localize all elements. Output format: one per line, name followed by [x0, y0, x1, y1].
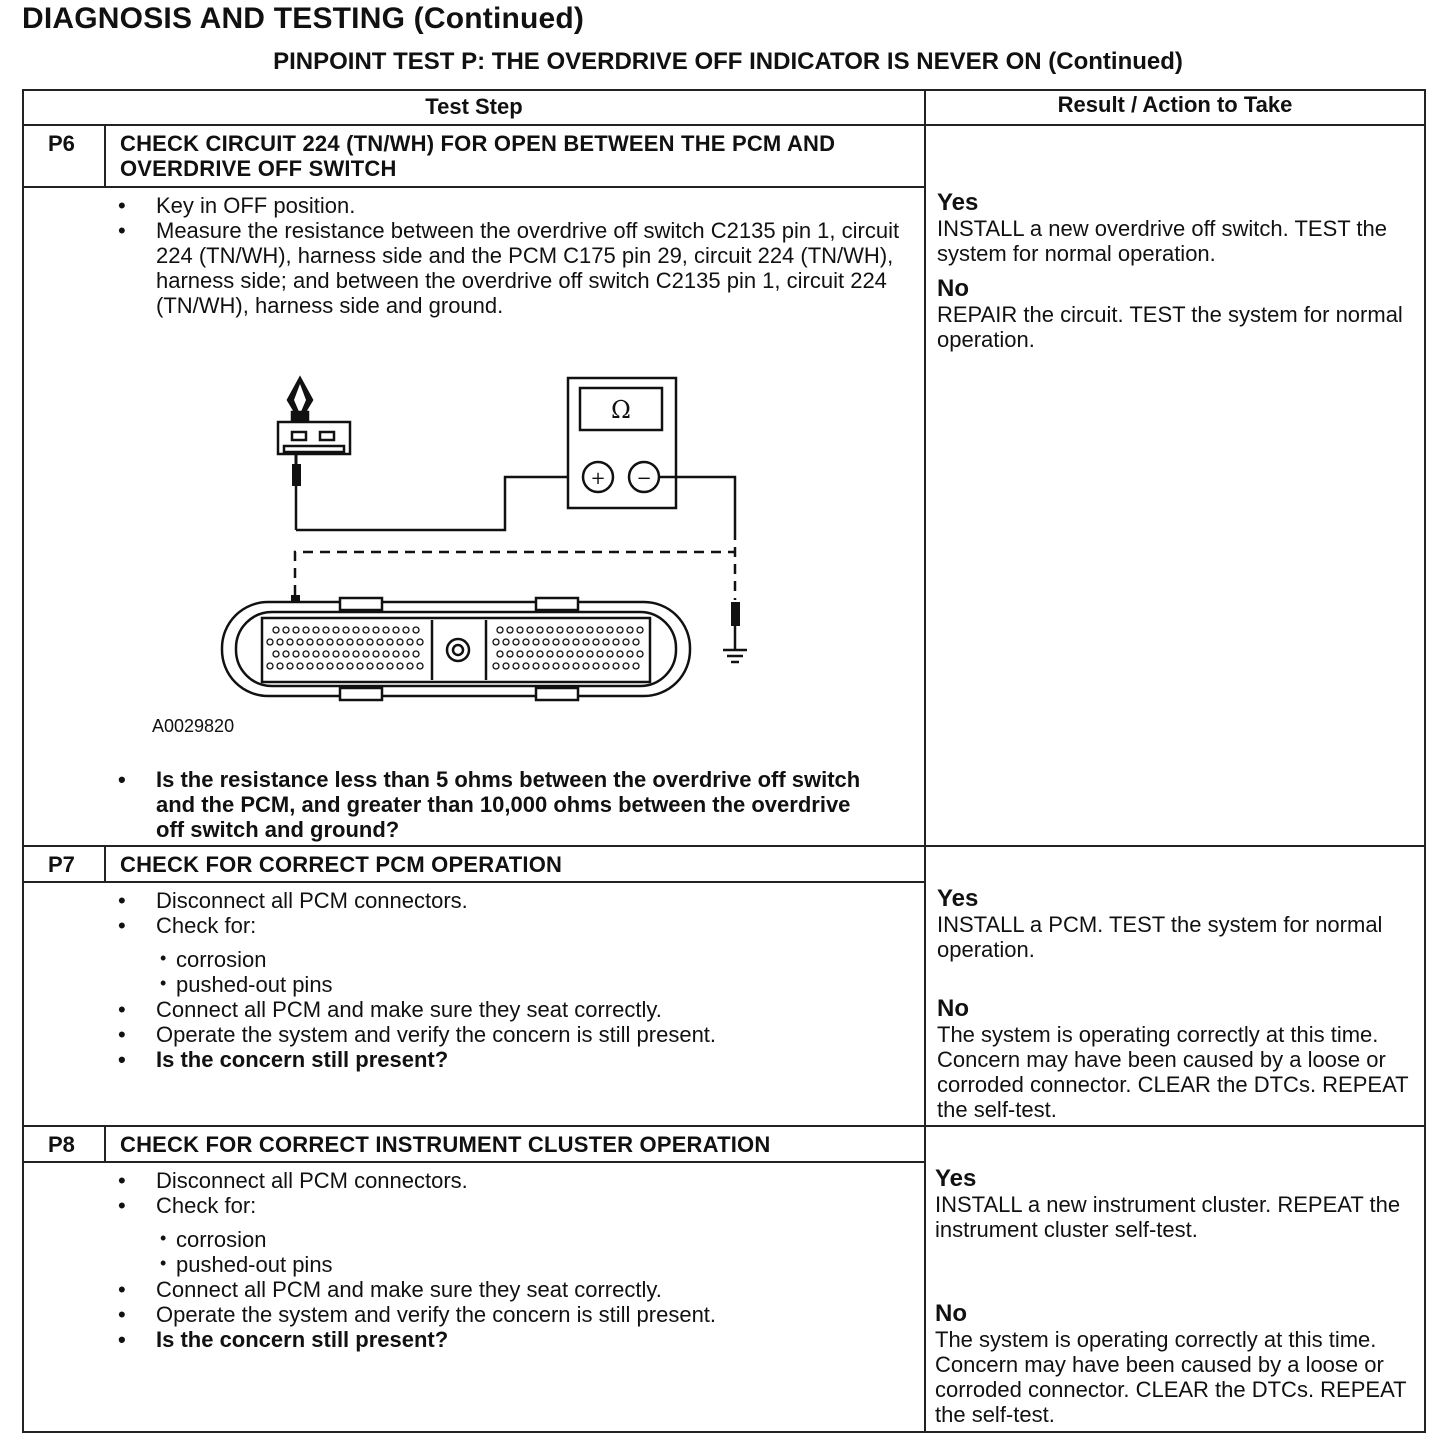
- yes-label: Yes: [937, 189, 979, 216]
- list-item: • Operate the system and verify the concern is still present.: [114, 1022, 904, 1047]
- step-title-p8: CHECK FOR CORRECT INSTRUMENT CLUSTER OPERATION: [120, 1132, 771, 1157]
- no-action: REPAIR the circuit. TEST the system for normal operation.: [937, 302, 1403, 352]
- no-label: No: [937, 275, 969, 302]
- p8-result-no: [935, 1301, 1421, 1427]
- step-id-p8: P8: [48, 1132, 75, 1157]
- overdrive-switch-connector-icon: [278, 378, 350, 454]
- list-item: • Is the concern still present?: [114, 1327, 904, 1352]
- col-header-test-step: Test Step: [425, 94, 523, 119]
- list-item: • Check for:: [114, 913, 904, 938]
- p6-result: [937, 190, 1423, 352]
- list-item: • Check for:: [114, 1193, 904, 1218]
- column-divider: [924, 89, 926, 1433]
- list-item: • pushed-out pins: [114, 1252, 904, 1277]
- list-item: • pushed-out pins: [114, 972, 904, 997]
- p8-result-yes: [935, 1166, 1421, 1242]
- pinpoint-test-title: PINPOINT TEST P: THE OVERDRIVE OFF INDICATOR IS NEVER ON (Continued): [273, 48, 1183, 75]
- p6-question: [114, 767, 874, 842]
- p7-instructions: [114, 888, 904, 1072]
- yes-action: INSTALL a new overdrive off switch. TEST the system for normal operation.: [937, 216, 1387, 266]
- list-item: • Is the concern still present?: [114, 1047, 904, 1072]
- p6-title-divider: [22, 186, 926, 188]
- no-label: No: [935, 1300, 967, 1327]
- list-item: • Measure the resistance between the overdrive off switch C2135 pin 1, circuit 224 (TN/WH), harness side and the PCM C175 pin 29, circuit 224 (TN/WH), harness side; and between the overdrive off switch C2135 pin 1, circuit 224 (TN/WH), harness side and ground.: [114, 218, 904, 318]
- yes-action: INSTALL a new instrument cluster. REPEAT the instrument cluster self-test.: [935, 1192, 1401, 1242]
- p7-result-yes: [937, 886, 1423, 962]
- p6-wiring-diagram: [200, 360, 780, 720]
- yes-action: INSTALL a PCM. TEST the system for normal operation.: [937, 912, 1383, 962]
- p7-id-divider: [104, 845, 106, 883]
- yes-label: Yes: [935, 1165, 977, 1192]
- p8-check-list: [114, 1227, 904, 1277]
- col-header-result: Result / Action to Take: [1057, 92, 1293, 117]
- step-id-p6: P6: [48, 131, 75, 156]
- list-item: • corrosion: [114, 1227, 904, 1252]
- p6-id-divider: [104, 124, 106, 188]
- step-id-p7: P7: [48, 852, 75, 877]
- list-item: • Disconnect all PCM connectors.: [114, 888, 904, 913]
- ground-icon: [723, 650, 747, 662]
- no-label: No: [937, 995, 969, 1022]
- list-item: • Connect all PCM and make sure they seat correctly.: [114, 997, 904, 1022]
- p7-title-divider: [22, 881, 926, 883]
- header-divider: [22, 124, 1426, 126]
- p6-instructions: [114, 193, 904, 318]
- step-title-p7: CHECK FOR CORRECT PCM OPERATION: [120, 852, 563, 877]
- list-item: • Disconnect all PCM connectors.: [114, 1168, 904, 1193]
- list-item: • corrosion: [114, 947, 904, 972]
- p8-instructions: [114, 1168, 904, 1352]
- plus-terminal: +: [590, 468, 606, 489]
- yes-label: Yes: [937, 885, 979, 912]
- pcm-connector-icon: [222, 598, 690, 700]
- list-item: • Is the resistance less than 5 ohms between the overdrive off switch and the PCM, and greater than 10,000 ohms between the overdrive off switch and ground?: [114, 767, 874, 842]
- minus-terminal: −: [636, 468, 652, 489]
- step-title-p6: CHECK CIRCUIT 224 (TN/WH) FOR OPEN BETWEEN THE PCM AND OVERDRIVE OFF SWITCH: [120, 131, 836, 181]
- list-item: • Operate the system and verify the concern is still present.: [114, 1302, 904, 1327]
- p8-id-divider: [104, 1125, 106, 1163]
- ohm-symbol: Ω: [611, 396, 631, 424]
- p8-title-divider: [22, 1161, 926, 1163]
- row-divider: [22, 1125, 1426, 1127]
- figure-id: A0029820: [152, 716, 235, 736]
- row-divider: [22, 845, 1426, 847]
- p7-result-no: [937, 996, 1423, 1122]
- no-action: The system is operating correctly at this time. Concern may have been caused by a loose or corroded connector. CLEAR the DTCs. REPEAT the self-test.: [935, 1327, 1407, 1427]
- list-item: • Key in OFF position.: [114, 193, 904, 218]
- list-item: • Connect all PCM and make sure they seat correctly.: [114, 1277, 904, 1302]
- page-title: DIAGNOSIS AND TESTING (Continued): [22, 2, 585, 35]
- p7-check-list: [114, 947, 904, 997]
- no-action: The system is operating correctly at this time. Concern may have been caused by a loose or corroded connector. CLEAR the DTCs. REPEAT the self-test.: [937, 1022, 1409, 1122]
